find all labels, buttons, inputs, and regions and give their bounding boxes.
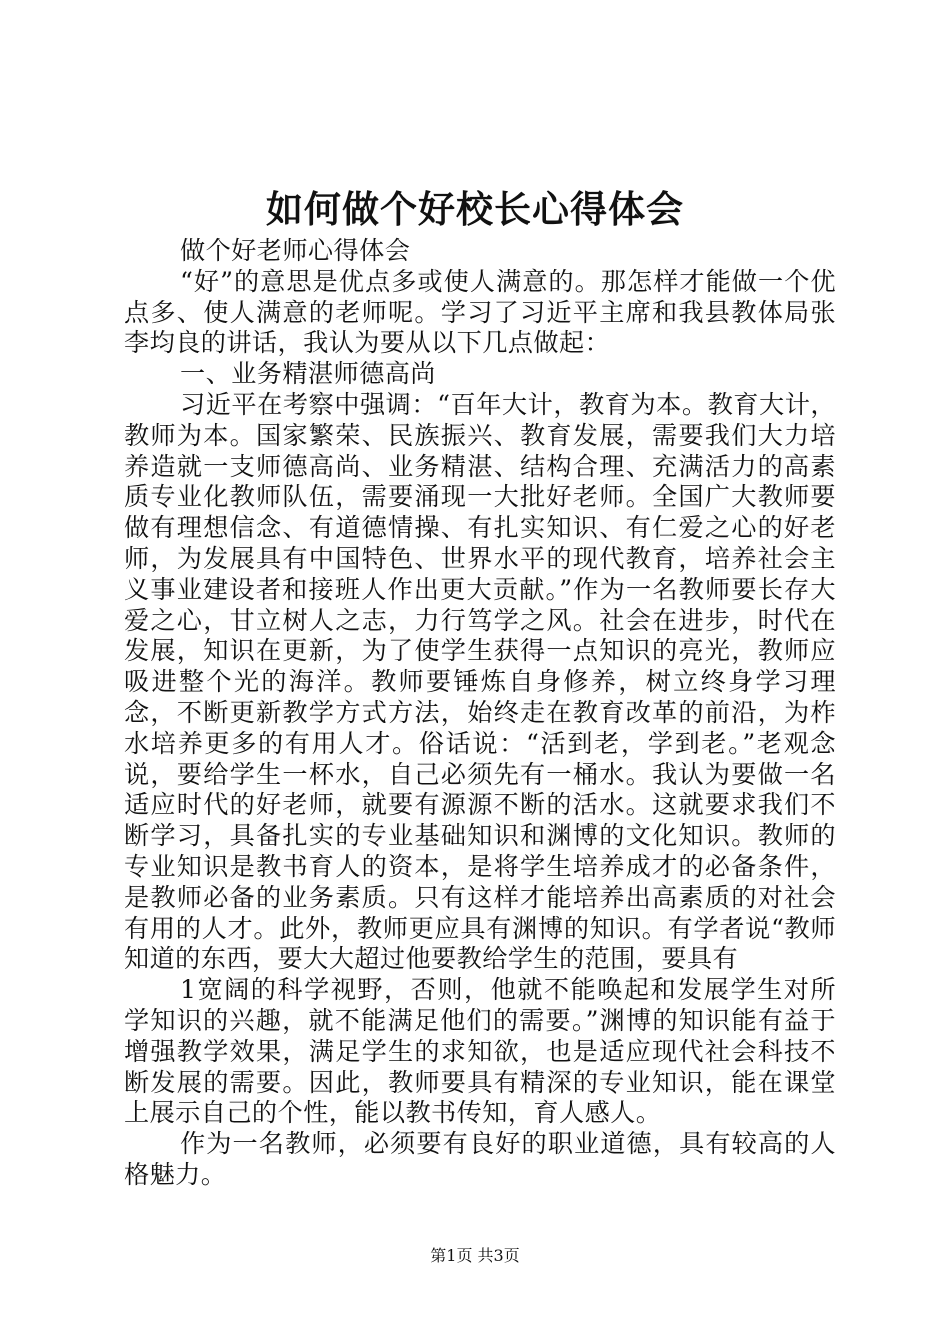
body-paragraph: 作为一名教师，必须要有良好的职业道德，具有较高的人格魅力。 <box>124 1129 836 1189</box>
page-footer: 第1页 共3页 <box>430 1246 520 1265</box>
subtitle-paragraph: 做个好老师心得体会 <box>180 236 411 265</box>
document-body <box>124 236 836 1191</box>
intro-paragraph: “好”的意思是优点多或使人满意的。那怎样才能做一个优点多、使人满意的老师呢。学习了习近平主席和我县教体局张李均良的讲话，我认为要从以下几点做起： <box>124 266 836 358</box>
section-heading: 一、业务精湛师德高尚 <box>180 359 436 389</box>
document-title: 如何做个好校长心得体会 <box>266 187 684 231</box>
body-paragraph: 1宽阔的科学视野，否则，他就不能唤起和发展学生对所学知识的兴趣，就不能满足他们的需要。”渊博的知识能有益于增强教学效果，满足学生的求知欲，也是适应现代社会科技不断发展的需要。因此，教师要具有精深的专业知识，能在课堂上展示自己的个性，能以教书传知，育人感人。 <box>124 975 836 1128</box>
body-paragraph: 习近平在考察中强调：“百年大计，教育为本。教育大计，教师为本。国家繁荣、民族振兴、教育发展，需要我们大力培养造就一支师德高尚、业务精湛、结构合理、充满活力的高素质专业化教师队伍，需要涌现一大批好老师。全国广大教师要做有理想信念、有道德情操、有扎实知识、有仁爱之心的好老师，为发展具有中国特色、世界水平的现代教育，培养社会主义事业建设者和接班人作出更大贡献。”作为一名教师要长存大爱之心，甘立树人之志，力行笃学之风。社会在进步，时代在发展，知识在更新，为了使学生获得一点知识的亮光，教师应吸进整个光的海洋。教师要锤炼自身修养，树立终身学习理念，不断更新教学方式方法，始终走在教育改革的前沿，为柞水培养更多的有用人才。俗话说：“活到老，学到老。”老观念说，要给学生一杯水，自己必须先有一桶水。我认为要做一名适应时代的好老师，就要有源源不断的活水。这就要求我们不断学习，具备扎实的专业基础知识和渊博的文化知识。教师的专业知识是教书育人的资本，是将学生培养成才的必备条件，是教师必备的业务素质。只有这样才能培养出高素质的对社会有用的人才。此外，教师更应具有渊博的知识。有学者说“教师知道的东西，要大大超过他要教给学生的范围，要具有 <box>124 389 836 974</box>
